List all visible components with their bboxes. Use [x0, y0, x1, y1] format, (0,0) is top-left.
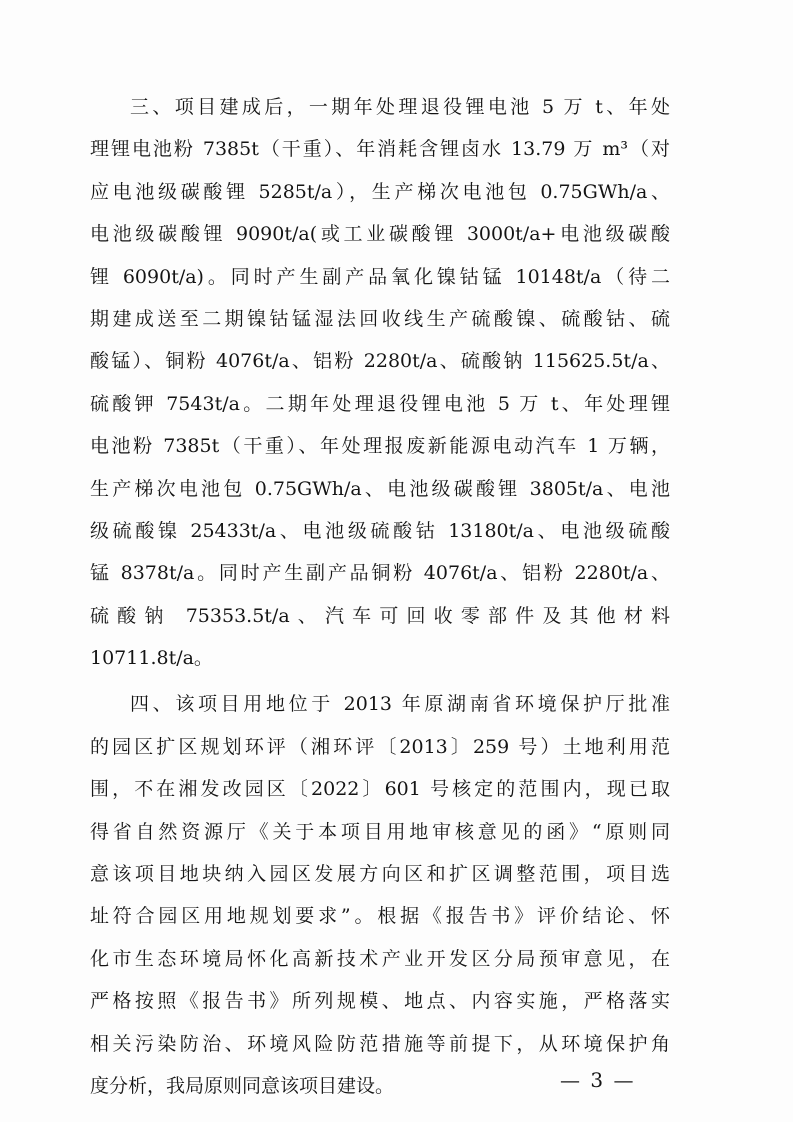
paragraph-4-line: 围，不在湘发改园区〔2022〕601 号核定的范围内，现已取 — [90, 778, 670, 801]
paragraph-3-line: 期建成送至二期镍钴锰湿法回收线生产硫酸镍、硫酸钴、硫 — [90, 307, 670, 330]
paragraph-3-line: 生产梯次电池包 0.75GWh/a、电池级碳酸锂 3805t/a、电池 — [90, 477, 670, 500]
paragraph-4-line: 相关污染防治、环境风险防范措施等前提下，从环境保护角 — [90, 1032, 670, 1055]
paragraph-3-line: 10711.8t/a。 — [90, 647, 213, 670]
page-number: — 3 — — [560, 1068, 636, 1092]
paragraph-3-line: 理锂电池粉 7385t（干重）、年消耗含锂卤水 13.79 万 m³（对 — [90, 138, 670, 161]
paragraph-4-line: 严格按照《报告书》所列规模、地点、内容实施，严格落实 — [90, 990, 670, 1013]
paragraph-4 — [90, 683, 670, 1107]
paragraph-3-line: 应电池级碳酸锂 5285t/a），生产梯次电池包 0.75GWh/a、 — [90, 180, 670, 203]
paragraph-4-line: 址符合园区用地规划要求”。根据《报告书》评价结论、怀 — [90, 905, 670, 928]
paragraph-4-line: 的园区扩区规划环评（湘环评〔2013〕259 号）土地利用范 — [90, 735, 670, 758]
paragraph-3-line: 硫酸钠 75353.5t/a、汽车可回收零部件及其他材料 — [90, 604, 670, 627]
paragraph-4-line: 得省自然资源厅《关于本项目用地审核意见的函》“原则同 — [90, 820, 670, 843]
paragraph-3-line: 电池粉 7385t（干重）、年处理报废新能源电动汽车 1 万辆， — [90, 435, 670, 458]
paragraph-3-line: 酸锰）、铜粉 4076t/a、铝粉 2280t/a、硫酸钠 115625.5t/a、 — [90, 350, 670, 373]
paragraph-4-line: 度分析，我局原则同意该项目建设。 — [90, 1074, 395, 1097]
paragraph-4-line: 化市生态环境局怀化高新技术产业开发区分局预审意见，在 — [90, 947, 670, 970]
paragraph-4-line: 四、该项目用地位于 2013 年原湖南省环境保护厅批准 — [130, 693, 670, 716]
paragraph-3-line: 三、项目建成后，一期年处理退役锂电池 5 万 t、年处 — [130, 96, 670, 118]
paragraph-4-line: 意该项目地块纳入园区发展方向区和扩区调整范围，项目选 — [90, 863, 670, 886]
paragraph-3 — [90, 86, 670, 679]
paragraph-3-line: 级硫酸镍 25433t/a、电池级硫酸钴 13180t/a、电池级硫酸 — [90, 519, 670, 542]
document-body — [90, 86, 670, 1107]
paragraph-3-line: 锰 8378t/a。同时产生副产品铜粉 4076t/a、铝粉 2280t/a、 — [90, 562, 670, 585]
paragraph-3-line: 电池级碳酸锂 9090t/a(或工业碳酸锂 3000t/a+电池级碳酸 — [90, 223, 670, 246]
paragraph-3-line: 硫酸钾 7543t/a。二期年处理退役锂电池 5 万 t、年处理锂 — [90, 392, 670, 415]
paragraph-3-line: 锂 6090t/a)。同时产生副产品氧化镍钴锰 10148t/a（待二 — [90, 265, 670, 288]
